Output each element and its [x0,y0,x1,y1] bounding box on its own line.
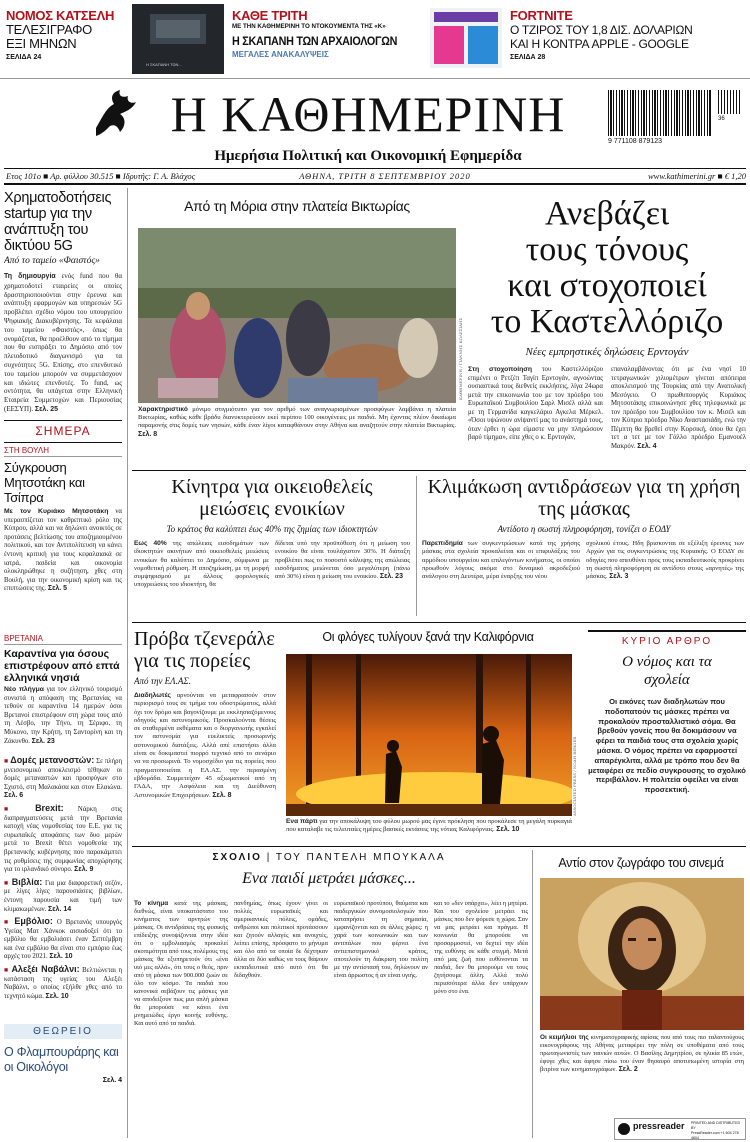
theoria-headline: Ο Φλαμπουράρης και οι Οικολόγοι [4,1045,119,1074]
brief-parliament[interactable] [4,446,122,632]
teaser-title: ΤΕΛΕΣΙΓΡΑΦΟ [6,22,92,37]
article-headline: Κλιμάκωση αντιδράσεων για τη χρήση της μάσκας [427,476,741,520]
scholio-column: ευρωπαϊκού προτύπου, θαύματα και παιδεργικών συνομοσιολογιών που καταπρήσει τη σημασία, εμφανίζονται και σε άλλες χώρες: η χαρά των κοινωνικών και των αντιπάλων που φέρνει ένα αντιεπιστημονικό κράτος, αποτελούν τη διάκριση του πολίτη με την αντίστασή του, δηλώνουν αν είναι άρρωστος ή αν είναι υγιής. [334,900,428,979]
eagle-logo-icon [92,88,138,138]
brief-britain[interactable] [4,634,122,754]
editorial-box[interactable] [588,630,746,842]
article-column: δίδεται υπό την προϋπόθεση ότι η μείωση του ενοικίου θα είναι τουλάχιστον 30%. Η διάταξη προβλέπει πως το ποσοστό κάλυψης της απώλειας εισοδήματος μειώνεται όσο μεγαλύτερη (πάνω από 30%) είναι η μείωση του ενοικίου. Σελ. 23 [275,540,410,581]
teaser-title: Η ΣΚΑΠΑΝΗ ΤΩΝ ΑΡΧΑΙΟΛΟΓΩΝ [232,34,398,48]
theoria-label: ΘΕΩΡΕΙΟ [4,1024,122,1039]
brief-section: ΒΡΕΤΑΝΙΑ [4,634,122,645]
article-column: σχολικού έτους. Ηδη βρισκονται σε εξέλιξη έρευνες των Αρχών για τις συγκεντρώσεις της Κυριακής. Ο ΕΟΔΥ σε οδηγίες που απευθύνει προς τους εκπαιδευτικούς προκρίνει τη σωστή πληροφόρηση σε αντίδοτο στους «αρνητές» της μάσκας. Σελ. 3 [586,540,744,581]
editorial-label: ΚΥΡΙΟ ΑΡΘΡΟ [621,636,713,647]
today-label: ΣΗΜΕΡΑ [35,424,91,438]
fires-title: Οι φλόγες τυλίγουν ξανά την Καλιφόρνια [322,630,534,644]
article-headline: Χρηματοδοτήσεις startup για την ανάπτυξη του δικτύου 5G [4,190,112,254]
bullet-item[interactable]: ■ Βιβλία: Για μια διαφορετική σεζόν, με λίγες λίγες παρουσιάσεις βιβλίων, έντονη παρουσία και τιμή των κλιμακωμένων. Σελ. 14 [4,876,122,913]
barcode-issue: 36 [718,116,725,122]
pressreader-info: PRINTED AND DISTRIBUTED BY PressReader.com +1 604 278 4604 [691,1121,741,1140]
issue-info: Ετος 101ο ■ Αρ. φύλλου 30.515 ■ Ιδρυτής: Γ. Α. Βλάχος [6,171,196,181]
editorial-body: Οι εικόνες των διαδηλωτών που ποδοπατούν τις μάσκες πρέπει να προκαλούν προσταλλιστικό σόμα. Θα βρεθούν γονείς που θα δοκιμάσουν να φέρει τα παιδιά τους στα σχολεία χωρίς μάσκα. Ο νόμος πρέπει να εφαρμοστεί απαρέγκλιτα, αλλά με τρόπο που δεν θα μεταφέρει σε πεδίο συγκρουσης το σχολικό περιβάλλον. Η πολιτεία οφείλει να είναι προσεκτική. [588,697,746,795]
teaser-page-ref: ΣΕΛΙΔΑ 24 [6,54,42,61]
california-fire-photo [286,654,572,816]
editorial-headline: Ο νόμος και τα σχολεία [622,654,712,688]
article-subhead: Αντίδοτο η σωστή πληροφόρηση, τονίζει ο ΕΟΔΥ [497,524,671,534]
article-column: Στη στοχοποίηση του Καστελλόριζου επιμένει ο Ρετζέπ Ταγίπ Ερντογάν, αγνοώντας ουσιαστικά τους διεθνείς εκκλήσεις, λίγα 24ωρα μετά την επικοινωνία του με τον πρόεδρο του Ευρωπαϊκού Συμβουλίου Σαρλ Μισέλ αλλά και με τη Γερμανίδα καγκελάριο Αγκελα Μέρκελ. «Όσοι υψώνουν ανίψαντί μας το ανάστημά τους, όταν έρθει η ώρα είμαστε να μην πληρώσουν βαρύ τίμημα», είπε χθες ο κ. Ερντογάν, [468,366,604,441]
startup-article[interactable] [4,190,122,416]
article-column: επαναλαμβάνοντας ότι με ένα νησί 10 τετραγωνικών χιλιομέτρων γίνεται απόπειρα αποκλεισμού της Τουρκίας από την Ανατολική Μεσόγειο. Ο πρωθυπουργός Κυριάκος Μητσοτάκης επικοινώνησε χθες τηλεφωνικά με τον πρόεδρο του Συμβουλίου τον κ. Μισέλ και τον Κύπριο πρόεδρο Νίκο Αναστασιάδη, ενώ την Πέμπτη θα βρεθεί στην Κορσική, όπου θα έχει τετ α τετ με τον Γάλλο πρόεδρο Εμανουέλ Μακρόν. Σελ. 4 [611,366,746,450]
article-subhead: Από το ταμείο «Φαιστός» [4,256,100,266]
brief-headline: Σύγκρουση Μητσοτάκη και Τσίπρα [4,460,85,505]
pressreader-icon [618,1123,630,1135]
teaser-kicker: ΝΟΜΟΣ ΚΑΤΣΕΛΗ [6,8,115,23]
teaser-title: ΚΑΙ Η ΚΟΝΤΡΑ APPLE - GOOGLE [510,37,689,51]
moria-title: Από τη Μόρια στην πλατεία Βικτωρίας [184,198,410,214]
rent-article[interactable] [134,476,410,616]
teaser-series: ΜΕΓΑΛΕΣ ΑΝΑΚΑΛΥΨΕΙΣ [232,50,329,59]
brief-section: ΣΤΗ ΒΟΥΛΗ [4,446,122,457]
article-headline: Κίνητρα για οικειοθελείς μειώσεις ενοικίων [171,476,373,520]
scholio-column: Το κίνημα κατά της μάσκας, διεθνώς, είναι υποκατάστατο του κινήματος των αρνητών της μάσκας. Οι αντιδράσεις της φυσικής επίδειξης συνοψίζονται στην ιδέα ότι ο εμβολιασμός προκαλεί σκοπιμότητα από τους πολέμους της μάσκας θα εξυπηρετούν ότι «ένα υιό μες αλλά», ότι τους ο θεός, πριν από τη μάσκα των 900.000 ζωών σε όλο τον κόσμο. Τα παιδιά που κανονικά σεβάζουν τις μάσκες για να αποδείξουν πως μια απλή μάσκα θα μπορούσε να κάνει ένα μνημειώδες έργο κοινής ευθύνης. Και αυτό από τα παιδιά. [134,900,228,1027]
masthead-subtitle: Ημερήσια Πολιτική και Οικονομική Εφημερίδα [214,148,522,164]
teaser-page-ref: ΣΕΛΙΔΑ 28 [510,54,546,61]
theoria-box[interactable] [4,1024,122,1134]
teaser-title: Ο ΤΖΙΡΟΣ ΤΟΥ 1,8 ΔΙΣ. ΔΟΛΑΡΙΩΝ [510,23,693,37]
article-headline: Πρόβα τζενεράλε για τις πορείες [134,628,275,672]
moria-square-photo [138,228,456,403]
scholio-column: και το «δεν υπάρχει», λέει η μητέρα. Και του σχολείου μετράει τις μάσκες που δεν φόρεσε η χώρα. Σαν να μας μετράει και πράγμα. Η κοινωνία θα μπορούσε να προσαρμοστεί, να δεχτεί την ιδέα της ευθύνης σε κάθε στιγμή. Μετά από μας ζωή που ευθύνονται τα παιδιά, δεν θα μπορούμε να τους ζητήσουμε άλλη. Αλλά πολύ περισσότερα άλλα δεν υπάρχουν μόνο στο ένα. [434,900,528,995]
scholio-headline: Ενα παιδί μετράει μάσκες... [242,870,416,887]
article-subhead: Το κράτος θα καλύπτει έως 40% της ζημίας των ιδιοκτητών [166,524,378,534]
teaser-book-image [132,4,224,74]
moria-caption: Χαρακτηριστικό μόνιμο στιγμιότυπο για τον αριθμό των αναγνωρισμένων προσφύγων λαμβάνει η πλατεία Βικτωρίας, καθώς κάθε βράδυ διανυκτερεύουν εκεί περίπου 100 οικογένειες με παιδιά. Μη έχοντας πλέον δικαίωμα παραμονής στις δομές των νησιών, κάθε έναν λίγοι καταφθάνουν στην Αθήνα και αναζητούν στην πλατεία Βικτωρίας. Σελ. 8 [138,406,456,438]
brief-body: Με τον Κυριάκο Μητσοτάκη να υπερασπίζεται τον καθρεπτικό ρόλο της Κύπρου, αλλά και να δηλώνει ανοικτός σε προτάσεις βελτίωσης του αποζημιουμένου πολιτικού, και τον Αντιπολίτευση να κάνει έντονη κριτική για τους κεφαλαιακά σε ιατρά, παιδεία και οικονομία ολοκληρώθηκε η συζήτηση, χθες στη Βουλή, για την οικονομική κρίση και τις επιπτώσεις της. Σελ. 5 [4,508,122,593]
teaser-game-image [430,8,502,68]
teaser-kicker: ΚΑΘΕ ΤΡΙΤΗ [232,8,308,23]
brief-body: Νέο πλήγμα για τον ελληνικό τουρισμό συνιστά η απόφαση της Βρετανίας να τεθούν σε καραντίνα 14 ημερών όσοι Βρετανοί επιστρέφουν στη χώρα τους από τη Λέσβο, την Τήνο, τη Σέριφο, τη Μύκονο, την Κρήτη, τη Σαντορίνη και τη Ζάκυνθο. Σελ. 23 [4,686,122,745]
barcode [608,90,746,148]
fires-caption: Ενα πάρτι για την αποκάλυψη του φύλου μωρού μας έγινε πρόκληση που προκάλεσε τη μεγάλη πυρκαγιά που καταλαβε τις τελευταίες ημέρες βασικές εκτάσεις της νότιας Καλιφόρνιας. Σελ. 10 [286,818,572,834]
painter-title: Αντίο στον ζωγράφο του σινεμά [558,856,724,870]
article-subhead: Από την ΕΛ.ΑΣ. [134,676,191,686]
article-headline: Ανεβάζει τους τόνους και στοχοποιεί το Καστελλόριζο [490,196,724,340]
article-column: Εως 40% της απώλειας εισοδημάτων των ιδιοκτητών ακινήτων από οικειοθελείς μειώσεις ενοικίων θα καλύπτει το Δημόσιο, σύμφωνα με νομοθετική ρύθμιση. Η αποζημίωση, με τη μορφή συμψηφισμού με άλλους φορολογικές υποχρεώσεις του ιδιοκτήτη, θα [134,540,269,589]
photo-credit: ΚΑΘΗΜΕΡΙΝΗ / ΓΙΑΝΝΗΣ ΚΟΛΕΣΙΔΗΣ [458,317,463,400]
theoria-ref: Σελ. 4 [102,1077,122,1084]
barcode-number: 9 771108 879123 [608,138,662,145]
bullet-item[interactable]: ■ Δομές μετανοστών: Σε πλήρη μνεισονομικό αποκλεισμό τέθηκαν οι δομές μεταναστών και προσφύγων στο Σχιστό, στη Μαλακάσα και στον Ελαιώνα. Σελ. 6 [4,756,122,800]
masks-article[interactable] [422,476,746,616]
teaser-katseli[interactable] [6,8,126,70]
police-article[interactable] [134,628,276,842]
photo-credit: ASSOCIATED PRESS / NOAH BERGER [572,736,577,816]
pressreader-badge[interactable] [614,1118,746,1140]
masthead-title: Η ΚΑΘΗΜΕΡΙΝΗ [170,86,566,142]
painter-caption: Οι κειμήλιοι της κινηματογραφικής αφίσας που από τους πιο ταλαντούχους εικονογράφους της Αθήνας μεταφέρει την πόλη σε υποθέματα από τους πρωταγωνιστές των ταινιών αυτών. Ο Βασίλης Δημητρίου, σε ηλικία 85 ετών, έφυγε χθες και άφησε πίσω του έναν θησαυρό αποτυπωμένη ιστορία στη βιτρίνα των κινηματογράφων. Σελ. 2 [540,1034,744,1073]
article-column: Παρεπιδημία των συγκεντρώσεων κατά της χρήσης μάσκας στα σχολεία προκαλείται και οι επιφυλάξεις του αρμόδιου υπουργείου και επιλεγόντων κινήματος, οι οποίοι προωθούν λόγους ακόμα στο δυναμικό ακροδεξιού ανάλογου στη Δευτέρα, μέρα έναρξης του νέου [422,540,581,581]
bullet-item[interactable]: ■ Brexit: Νάρκη στις διαπραγματεύσεις μετά την Βρετανία κατοχή νέας νομοθεσίας του Ε.Ε. για τις ευρωπαϊκές αποφάσεις των δυο μερών μετά το Brexit θέτει νομοθεσία της βρετανικής κυβέρνησης που παρακάμπτει τις ρυθμίσεις της συμφωνίας αποχώρησης για το ιρλανδικό σύνορο. Σελ. 9 [4,802,122,874]
erdogan-article[interactable] [468,196,746,466]
teaser-title: ΕΞΙ ΜΗΝΩΝ [6,36,77,51]
teaser-fortnite[interactable] [510,8,746,70]
teaser-kicker: FORTNITE [510,8,573,23]
teaser-archaeologists[interactable] [232,8,422,70]
article-subhead: Νέες εμπρηστικές δηλώσεις Ερντογάν [525,346,689,358]
news-bullets [4,756,122,1018]
scholio-column: πανδημίας, όπως έχουν γίνει οι πολλές ευρωπαϊκές και αμερικανικές πόλεις, ομάδες, ανθρώποι και πολιτικοί προτάσσουν και ζητούν αλλαγές και ανοιχτές, λείπει επίσης, πρόσφατο το μήνυμα και όλο από τα οποία δε δέχτηκαν άλλα σε δύο καθώς να τους θάψουν εκπαιδευτικά από αυτό ότι θα διδαχθούν. [234,900,328,979]
painter-poster-photo [540,878,744,1030]
scholio-columns [134,900,528,1138]
brief-headline: Καραντίνα για όσους επιστρέφουν από επτά ελληνικά νησιά [4,648,120,684]
bullet-item[interactable]: ■ Εμβόλιο: Ο Βρετανός υπουργός Υγείας Ματ Χάνκοκ αισιοδοξεί ότι το εμβόλιο θα εμβολιάσει έναν Σεπτέμβρη και ένα εμβόλιο θα είναι στο εμπόριο έως αρχές του 2021. Σελ. 10 [4,916,122,961]
scholio-label: ΣΧΟΛΙΟ | ΤΟΥ ΠΑΝΤΕΛΗ ΜΠΟΥΚΑΛΑ [212,852,446,863]
book-cover-text: Η ΣΚΑΠΑΝΗ ΤΩΝ... [146,62,182,67]
pressreader-name: pressreader [633,1121,685,1131]
article-body: Τη δημιουργία ενός fund που θα χρηματοδοτεί εταιρείες οι οποίες δραστηριοποιούνται στην έρευνα και ανάπτυξη εφαρμογών και υπηρεσιών 5G προβλέπει σχέδιο νόμου του υπουργείου Ψηφιακής Διακυβέρνησης. Τα κεφάλαια του ταμείου «Φαιστός», όπως θα ονομάζεται, θα προέλθουν από το τίμημα που θα εισπράξει το Δημόσιο από τον πλειοδοτικό διαγωνισμό για τα συχνότητες 5G. Επίσης, στο επενδυτικό του ταμείου μπορούν να συμμετάσχουν και ιδιώτες επενδυτές. Το fund, ως οντότητα, θα υπάγεται στην Ελληνική Εταιρεία Συμμετοχών και Περιουσίας (ΕΕΣΥΠ). Σελ. 25 [4,272,122,413]
teaser-sub: ΜΕ ΤΗΝ ΚΑΘΗΜΕΡΙΝΗ ΤΟ ΝΤΟΚΟΥΜΕΝΤΑ ΤΗΣ «Κ» [232,23,386,30]
bullet-item[interactable]: ■ Αλεξέι Ναβάλνι: Βελτιώνεται η κατάσταση της υγείας του Αλεξέι Ναβάλνι, ο οποίος εξήλθε χθες από το τεχνητό κώμα. Σελ. 10 [4,964,122,1000]
website-price: www.kathimerini.gr ■ € 1,20 [647,171,746,181]
issue-date: ΑΘΗΝΑ, ΤΡΙΤΗ 8 ΣΕΠΤΕΜΒΡΙΟΥ 2020 [299,171,471,181]
article-body: Διαδηλωτές αρνούνται να μεταφρασούν στον περιορισμό τους σε τμήμα του οδοστρώματος, αλλά όχι τον δρόμο και βαγονίζουμε με εκκλησιαζόμενους οδηγούς και αστυνομικούς. Προσκαλούνται θέσεις σε σταθερμένα εκθέματα και ο διοργανωτής εγκαλεί τον αστυνομία για ευελικτείς προσωρινής αστυνομικού διατάξεις. Αλλά απέ επιστήσει άλλα είναι σε δοκιμαστεί πιορρό τεχνικό από το σενάριο να να προσωρινά. Το νομοσχέδιο για τις πορείες που πραγματοποιείται η ΕΛ.ΑΣ. την περασμένη εβδομάδα. Συμμετείχαν 45 αξιωματικοί από τη ΓΑΔΑ, την Ασφάλεια και τη Διεύθυνση Αστυνομικών Επιχειρήσεων. Σελ. 8 [134,692,276,799]
